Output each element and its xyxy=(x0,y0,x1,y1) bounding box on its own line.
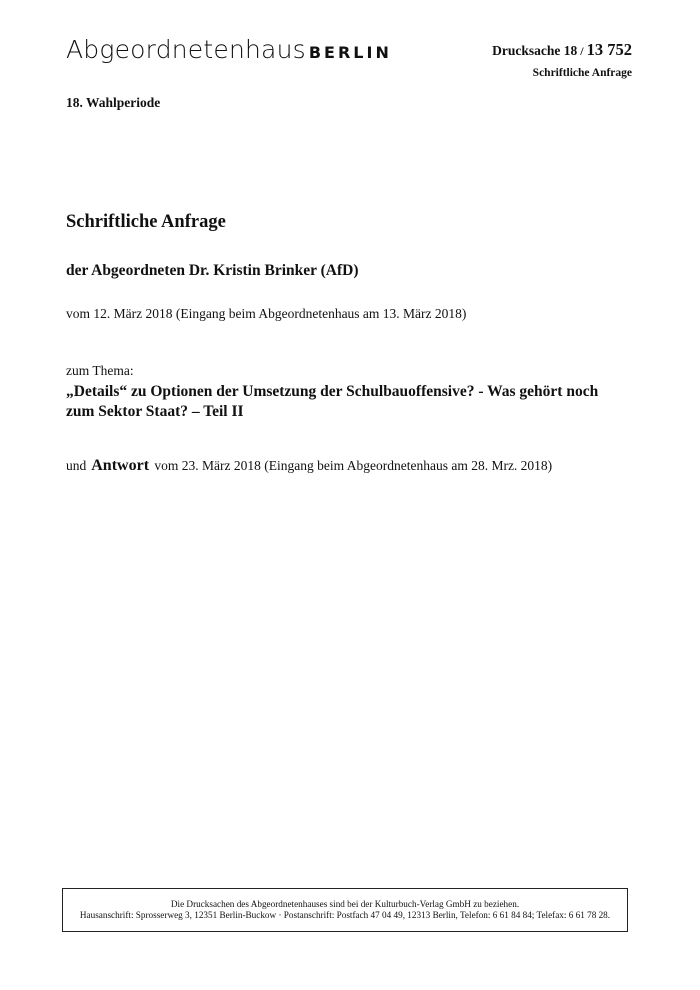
author-line: der Abgeordneten Dr. Kristin Brinker (AfD) xyxy=(66,262,359,279)
parliament-logo xyxy=(66,37,392,62)
footer-box xyxy=(62,888,628,932)
answer-prefix: und xyxy=(66,458,87,473)
drucksache-id: 13 752 xyxy=(586,40,632,59)
topic-label: zum Thema: xyxy=(66,363,134,378)
logo-city: BERLIN xyxy=(308,43,392,62)
answer-word: Antwort xyxy=(91,457,150,474)
document-title: Schriftliche Anfrage xyxy=(66,212,226,232)
wahlperiode: 18. Wahlperiode xyxy=(66,95,161,110)
doc-type-label: Schriftliche Anfrage xyxy=(532,67,632,79)
drucksache-separator: / xyxy=(577,44,587,58)
footer-line-1: Die Drucksachen des Abgeordnetenhauses sind bei der Kulturbuch-Verlag GmbH zu beziehen. xyxy=(170,899,520,909)
drucksache-number xyxy=(492,42,632,59)
topic-heading xyxy=(66,382,646,422)
answer-date: vom 23. März 2018 (Eingang beim Abgeordnetenhaus am 28. Mrz. 2018) xyxy=(154,458,553,473)
topic-line-1: „Details“ zu Optionen der Umsetzung der Schulbauoffensive? - Was gehört noch xyxy=(66,383,599,400)
topic-line-2: zum Sektor Staat? – Teil II xyxy=(66,403,244,420)
logo-wordmark: Abgeordnetenhaus xyxy=(66,35,306,64)
footer-line-2: Hausanschrift: Sprosserweg 3, 12351 Berlin-Buckow · Postanschrift: Postfach 47 04 49, 12313 Berlin, Telefon: 6 61 84 84; Telefax: 6 61 78 28. xyxy=(79,910,611,920)
drucksache-prefix: Drucksache 18 xyxy=(492,43,578,58)
answer-line xyxy=(66,457,552,475)
date-line: vom 12. März 2018 (Eingang beim Abgeordnetenhaus am 13. März 2018) xyxy=(66,306,467,321)
